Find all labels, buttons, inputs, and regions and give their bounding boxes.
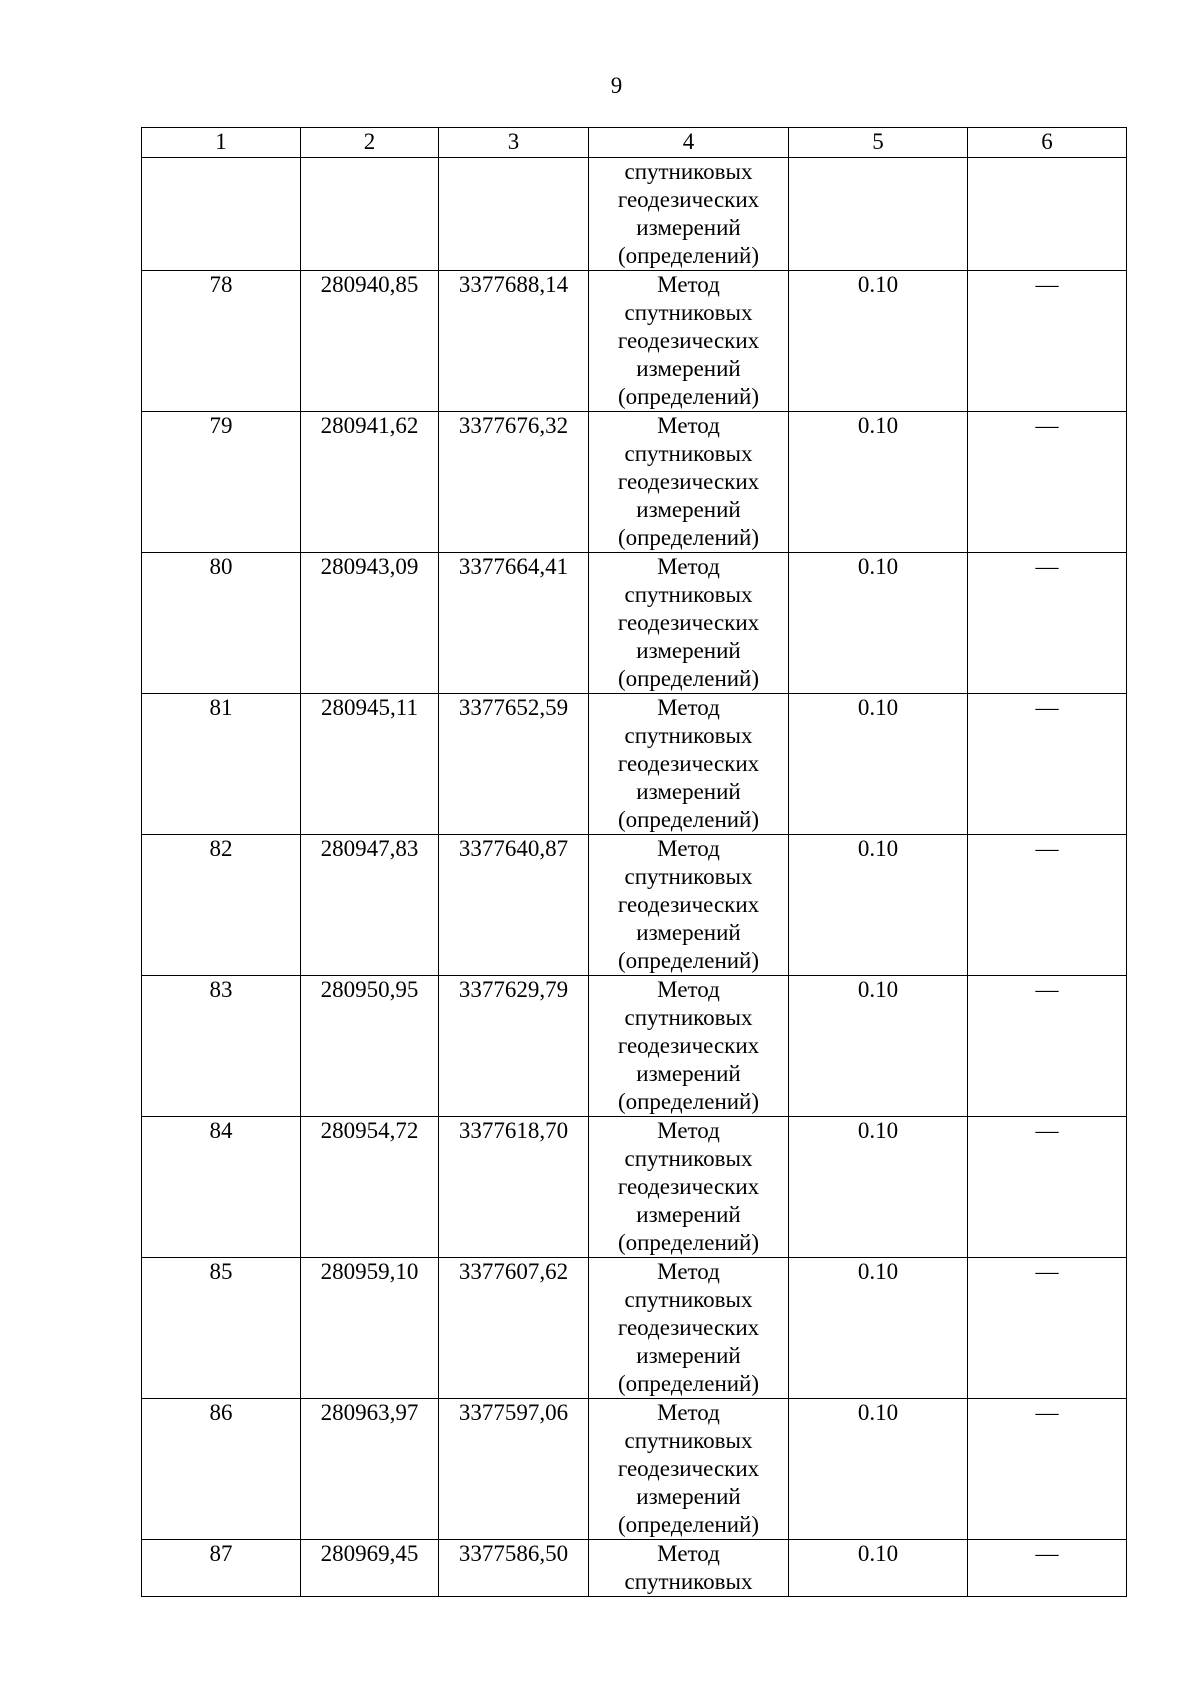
note-cell: — (968, 1540, 1127, 1597)
accuracy-cell: 0.10 (789, 553, 968, 694)
method-line: Метод (657, 1118, 720, 1143)
note-cell: — (968, 412, 1127, 553)
method-line: геодезических (617, 1033, 760, 1058)
note-cell: — (968, 835, 1127, 976)
point-number-cell: 84 (142, 1117, 301, 1258)
method-line: измерений (636, 1202, 741, 1227)
method-line: измерений (636, 1484, 741, 1509)
y-coordinate-cell (439, 158, 589, 271)
point-number-cell: 83 (142, 976, 301, 1117)
accuracy-cell (789, 158, 968, 271)
method-line: измерений (636, 356, 741, 381)
method-line: (определений) (617, 384, 760, 409)
y-coordinate-cell: 3377586,50 (439, 1540, 589, 1597)
method-cell (589, 553, 789, 694)
x-coordinate-cell: 280954,72 (301, 1117, 439, 1258)
method-line: Метод (657, 1400, 720, 1425)
x-coordinate-cell: 280959,10 (301, 1258, 439, 1399)
method-line: (определений) (617, 1371, 760, 1396)
method-cell (589, 158, 789, 271)
method-line: спутниковых (624, 1428, 753, 1453)
method-line: спутниковых (624, 723, 753, 748)
method-line: измерений (636, 1343, 741, 1368)
table-row (142, 835, 1127, 976)
table-row (142, 976, 1127, 1117)
method-line: (определений) (617, 948, 760, 973)
y-coordinate-cell: 3377618,70 (439, 1117, 589, 1258)
y-coordinate-cell: 3377664,41 (439, 553, 589, 694)
method-line: Метод (657, 272, 720, 297)
y-coordinate-cell: 3377676,32 (439, 412, 589, 553)
note-cell: — (968, 553, 1127, 694)
accuracy-cell: 0.10 (789, 1117, 968, 1258)
method-line: геодезических (617, 469, 760, 494)
point-number-cell: 78 (142, 271, 301, 412)
method-line: спутниковых (624, 441, 753, 466)
y-coordinate-cell: 3377652,59 (439, 694, 589, 835)
method-cell (589, 976, 789, 1117)
note-cell (968, 158, 1127, 271)
method-line: Метод (657, 695, 720, 720)
method-line: (определений) (617, 1230, 760, 1255)
point-number-cell: 81 (142, 694, 301, 835)
table-row (142, 1399, 1127, 1540)
method-line: спутниковых (624, 582, 753, 607)
table-row (142, 412, 1127, 553)
method-cell (589, 1540, 789, 1597)
method-line: геодезических (617, 751, 760, 776)
table-row (142, 1117, 1127, 1258)
method-line: измерений (636, 920, 741, 945)
column-header: 2 (301, 128, 439, 158)
point-number-cell (142, 158, 301, 271)
method-cell (589, 835, 789, 976)
method-line: спутниковых (624, 1005, 753, 1030)
method-line: Метод (657, 554, 720, 579)
method-cell (589, 412, 789, 553)
column-header: 4 (589, 128, 789, 158)
point-number-cell: 82 (142, 835, 301, 976)
table-row (142, 271, 1127, 412)
method-line: измерений (636, 779, 741, 804)
method-line: Метод (657, 1259, 720, 1284)
method-line: Метод (657, 836, 720, 861)
y-coordinate-cell: 3377640,87 (439, 835, 589, 976)
method-cell (589, 1258, 789, 1399)
method-line: геодезических (617, 187, 760, 212)
note-cell: — (968, 1117, 1127, 1258)
method-line: спутниковых (624, 1287, 753, 1312)
x-coordinate-cell: 280969,45 (301, 1540, 439, 1597)
accuracy-cell: 0.10 (789, 271, 968, 412)
note-cell: — (968, 1399, 1127, 1540)
method-line: измерений (636, 1061, 741, 1086)
method-cell (589, 1117, 789, 1258)
method-cell (589, 1399, 789, 1540)
y-coordinate-cell: 3377607,62 (439, 1258, 589, 1399)
accuracy-cell: 0.10 (789, 694, 968, 835)
method-line: спутниковых (624, 300, 753, 325)
table-row-continued (142, 158, 1127, 271)
accuracy-cell: 0.10 (789, 1399, 968, 1540)
x-coordinate-cell: 280950,95 (301, 976, 439, 1117)
point-number-cell: 79 (142, 412, 301, 553)
x-coordinate-cell: 280963,97 (301, 1399, 439, 1540)
column-header: 1 (142, 128, 301, 158)
x-coordinate-cell: 280940,85 (301, 271, 439, 412)
method-line: спутниковых (624, 1146, 753, 1171)
note-cell: — (968, 976, 1127, 1117)
method-line: измерений (636, 215, 741, 240)
method-line: спутниковых (624, 1569, 753, 1594)
accuracy-cell: 0.10 (789, 835, 968, 976)
method-line: геодезических (617, 1174, 760, 1199)
method-line: геодезических (617, 1315, 760, 1340)
method-line: измерений (636, 497, 741, 522)
x-coordinate-cell (301, 158, 439, 271)
method-cell (589, 694, 789, 835)
note-cell: — (968, 271, 1127, 412)
x-coordinate-cell: 280945,11 (301, 694, 439, 835)
table-row (142, 694, 1127, 835)
point-number-cell: 80 (142, 553, 301, 694)
method-line: Метод (657, 413, 720, 438)
method-line: геодезических (617, 892, 760, 917)
y-coordinate-cell: 3377688,14 (439, 271, 589, 412)
table-row (142, 553, 1127, 694)
method-line: измерений (636, 638, 741, 663)
method-line: геодезических (617, 328, 760, 353)
table-header-row (142, 128, 1127, 158)
point-number-cell: 87 (142, 1540, 301, 1597)
accuracy-cell: 0.10 (789, 412, 968, 553)
point-number-cell: 86 (142, 1399, 301, 1540)
note-cell: — (968, 1258, 1127, 1399)
method-line: (определений) (617, 525, 760, 550)
table-row (142, 1258, 1127, 1399)
accuracy-cell: 0.10 (789, 1540, 968, 1597)
accuracy-cell: 0.10 (789, 976, 968, 1117)
x-coordinate-cell: 280941,62 (301, 412, 439, 553)
x-coordinate-cell: 280943,09 (301, 553, 439, 694)
y-coordinate-cell: 3377597,06 (439, 1399, 589, 1540)
method-line: геодезических (617, 610, 760, 635)
method-line: (определений) (617, 666, 760, 691)
column-header: 6 (968, 128, 1127, 158)
x-coordinate-cell: 280947,83 (301, 835, 439, 976)
method-line: геодезических (617, 1456, 760, 1481)
method-line: (определений) (617, 807, 760, 832)
method-line: (определений) (617, 1512, 760, 1537)
method-cell (589, 271, 789, 412)
coordinates-table (141, 127, 1127, 1597)
y-coordinate-cell: 3377629,79 (439, 976, 589, 1117)
accuracy-cell: 0.10 (789, 1258, 968, 1399)
method-line: спутниковых (624, 159, 753, 184)
point-number-cell: 85 (142, 1258, 301, 1399)
column-header: 5 (789, 128, 968, 158)
method-line: (определений) (617, 243, 760, 268)
method-line: Метод (657, 977, 720, 1002)
page-number: 9 (610, 73, 623, 98)
method-line: (определений) (617, 1089, 760, 1114)
column-header: 3 (439, 128, 589, 158)
table-row (142, 1540, 1127, 1597)
note-cell: — (968, 694, 1127, 835)
method-line: спутниковых (624, 864, 753, 889)
method-line: Метод (657, 1541, 720, 1566)
